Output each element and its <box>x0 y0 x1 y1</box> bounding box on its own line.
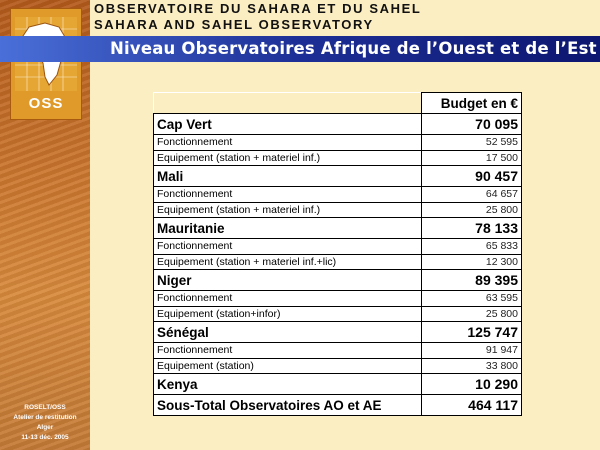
header-blank-cell <box>154 93 422 114</box>
country-row-label: Mauritanie <box>154 218 422 239</box>
detail-row-value: 64 657 <box>422 187 522 203</box>
footer-info <box>0 403 90 443</box>
country-row-value: 70 095 <box>422 114 522 135</box>
country-row-label: Mali <box>154 166 422 187</box>
org-name-fr: OBSERVATOIRE DU SAHARA ET DU SAHEL <box>94 1 422 16</box>
sidebar-decoration <box>0 0 90 450</box>
detail-row-label: Fonctionnement <box>154 343 422 359</box>
column-header-budget: Budget en € <box>422 93 522 114</box>
logo-text: OSS <box>28 95 64 112</box>
country-row-value: 10 290 <box>422 374 522 395</box>
country-row <box>154 166 522 187</box>
subtotal-row-label: Sous-Total Observatoires AO et AE <box>154 395 422 416</box>
footer-line: ROSELT/OSS <box>24 404 66 411</box>
detail-row-value: 52 595 <box>422 135 522 151</box>
detail-row-label: Fonctionnement <box>154 291 422 307</box>
detail-row <box>154 306 522 322</box>
subtotal-row-value: 464 117 <box>422 395 522 416</box>
country-row <box>154 114 522 135</box>
country-row-label: Cap Vert <box>154 114 422 135</box>
subtotal-row <box>154 395 522 416</box>
table-header-row <box>154 93 522 114</box>
footer-line: Alger <box>36 424 54 431</box>
country-row-value: 78 133 <box>422 218 522 239</box>
detail-row-label: Equipement (station + materiel inf.+lic) <box>154 254 422 270</box>
detail-row-label: Equipement (station + materiel inf.) <box>154 150 422 166</box>
detail-row-value: 17 500 <box>422 150 522 166</box>
detail-row <box>154 150 522 166</box>
detail-row-label: Fonctionnement <box>154 135 422 151</box>
detail-row <box>154 291 522 307</box>
country-row-label: Sénégal <box>154 322 422 343</box>
country-row <box>154 322 522 343</box>
detail-row-label: Equipement (station + materiel inf.) <box>154 202 422 218</box>
detail-row-label: Fonctionnement <box>154 239 422 255</box>
detail-row-label: Fonctionnement <box>154 187 422 203</box>
detail-row-value: 25 800 <box>422 202 522 218</box>
detail-row <box>154 239 522 255</box>
org-name-en: SAHARA AND SAHEL OBSERVATORY <box>94 17 374 32</box>
footer-line: 11-13 déc. 2005 <box>21 434 69 441</box>
oss-logo <box>10 8 82 120</box>
country-row-value: 125 747 <box>422 322 522 343</box>
country-row-value: 90 457 <box>422 166 522 187</box>
detail-row <box>154 135 522 151</box>
detail-row-value: 91 947 <box>422 343 522 359</box>
detail-row-value: 25 800 <box>422 306 522 322</box>
country-row-value: 89 395 <box>422 270 522 291</box>
detail-row <box>154 358 522 374</box>
detail-row-value: 65 833 <box>422 239 522 255</box>
detail-row <box>154 254 522 270</box>
detail-row <box>154 343 522 359</box>
country-row-label: Kenya <box>154 374 422 395</box>
detail-row-value: 33 800 <box>422 358 522 374</box>
country-row <box>154 270 522 291</box>
detail-row-value: 63 595 <box>422 291 522 307</box>
detail-row-value: 12 300 <box>422 254 522 270</box>
country-row-label: Niger <box>154 270 422 291</box>
country-row <box>154 374 522 395</box>
detail-row <box>154 202 522 218</box>
detail-row-label: Equipement (station+infor) <box>154 306 422 322</box>
footer-line: Atelier de restitution <box>13 414 77 421</box>
budget-table <box>153 92 522 416</box>
page-title: Niveau Observatoires Afrique de l’Ouest et de l’Est <box>110 39 597 58</box>
detail-row-label: Equipement (station) <box>154 358 422 374</box>
detail-row <box>154 187 522 203</box>
country-row <box>154 218 522 239</box>
